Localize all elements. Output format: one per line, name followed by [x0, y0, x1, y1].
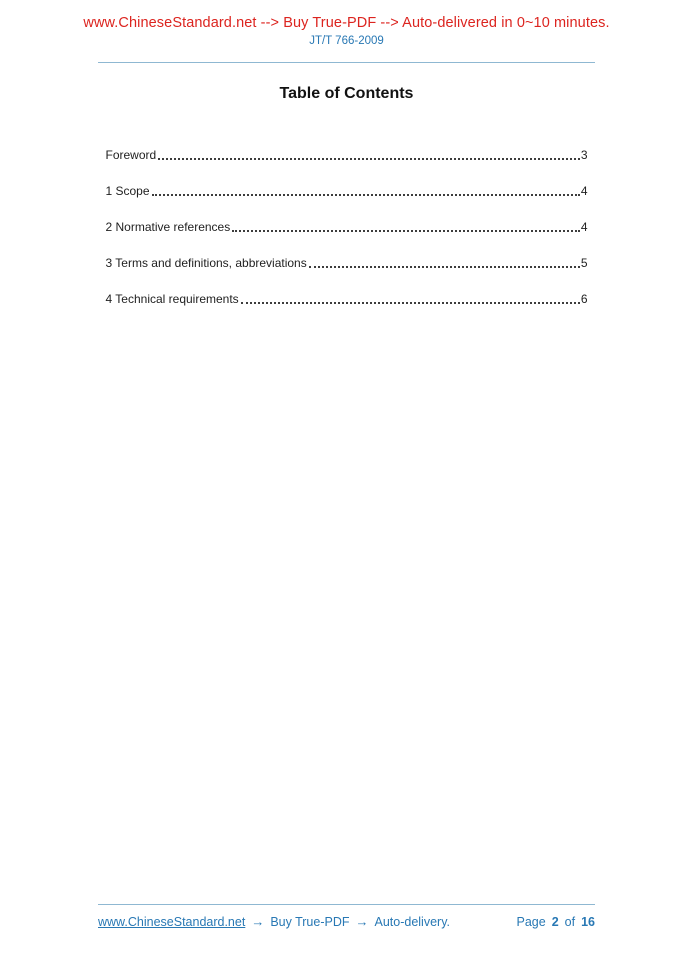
toc-entry [106, 271, 588, 307]
toc-entry-label: 3 Terms and definitions, abbreviations [105, 256, 307, 270]
page-footer [98, 904, 595, 929]
toc-entry-page: 5 [580, 256, 588, 270]
arrow-right-icon: → [251, 914, 265, 929]
footer-rule [98, 904, 595, 905]
toc-entry-label: 4 Technical requirements [105, 292, 239, 306]
footer-buy-text: Buy True-PDF [270, 915, 350, 929]
doc-code: JT/T 766-2009 [309, 35, 384, 47]
toc-entry-label: 1 Scope [105, 184, 150, 198]
toc-dot-leader [309, 266, 580, 268]
toc-dot-leader [232, 230, 580, 232]
toc-entry-page: 4 [580, 220, 588, 234]
table-of-contents [106, 127, 588, 307]
toc-dot-leader [152, 194, 580, 196]
page-total: 16 [581, 915, 595, 929]
footer-delivery-text: Auto-delivery. [374, 915, 450, 929]
arrow-right-icon: → [355, 914, 369, 929]
toc-entry [106, 163, 588, 199]
toc-entry-page: 3 [580, 148, 588, 162]
toc-entry [106, 199, 588, 235]
toc-dot-leader [241, 302, 580, 304]
header-banner: www.ChineseStandard.net --> Buy True-PDF --> Auto-delivered in 0~10 minutes. [83, 15, 610, 31]
of-word: of [564, 915, 576, 929]
header-rule [98, 62, 595, 63]
toc-dot-leader [158, 158, 580, 160]
toc-entry-page: 4 [580, 184, 588, 198]
toc-entry [106, 235, 588, 271]
footer-site-link[interactable]: www.ChineseStandard.net [98, 915, 246, 929]
toc-entry [106, 127, 588, 163]
footer-links [98, 914, 450, 929]
page-word: Page [516, 915, 546, 929]
page-current: 2 [551, 915, 559, 929]
toc-entry-label: 2 Normative references [105, 220, 231, 234]
toc-entry-page: 6 [580, 292, 588, 306]
page-title: Table of Contents [279, 85, 414, 102]
page-indicator [517, 915, 596, 929]
toc-entry-label: Foreword [105, 148, 157, 162]
